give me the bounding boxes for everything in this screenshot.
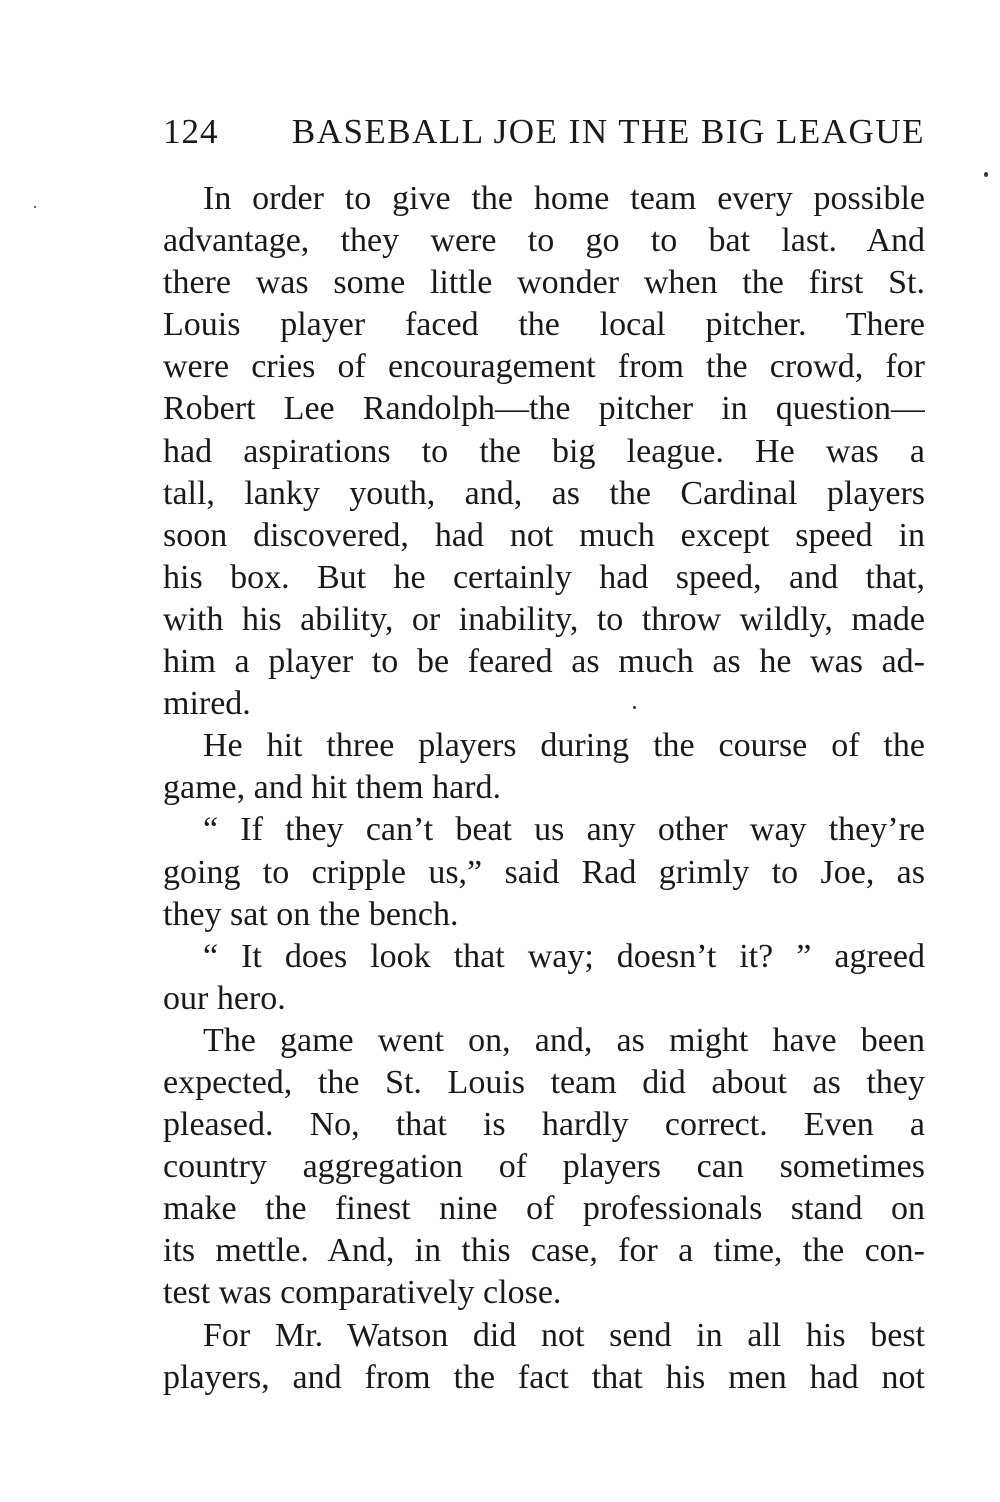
text-line: they sat on the bench. — [163, 895, 459, 933]
text-line: The game went on, and, as might have been — [203, 1021, 925, 1059]
text-line: there was some little wonder when the first St. — [163, 264, 925, 302]
text-line: country aggregation of players can sometimes — [163, 1148, 925, 1186]
text-line: had aspirations to the big league. He was a — [163, 432, 925, 470]
print-speck — [633, 706, 636, 709]
text-line: soon discovered, had not much except speed in — [163, 516, 925, 554]
text-line: advantage, they were to go to bat last. And — [163, 222, 925, 260]
text-line: Robert Lee Randolph—the pitcher in question— — [163, 390, 925, 428]
page-number: 124 — [163, 112, 219, 151]
body-text — [163, 178, 925, 1399]
running-head — [163, 112, 925, 156]
text-line: going to cripple us,” said Rad grimly to Joe, as — [163, 853, 925, 891]
text-line: with his ability, or inability, to throw wildly, made — [163, 600, 925, 638]
text-line: Louis player faced the local pitcher. There — [163, 306, 925, 344]
text-line: pleased. No, that is hardly correct. Even a — [163, 1106, 925, 1144]
text-line: In order to give the home team every possible — [203, 180, 925, 217]
text-line: “ If they can’t beat us any other way they’re — [203, 811, 925, 849]
text-line: him a player to be feared as much as he was ad- — [163, 643, 925, 681]
text-line: make the finest nine of professionals stand on — [163, 1190, 925, 1228]
text-line: its mettle. And, in this case, for a time, the con- — [163, 1232, 925, 1270]
text-line: For Mr. Watson did not send in all his best — [203, 1316, 925, 1354]
text-line: “ It does look that way; doesn’t it? ” agreed — [203, 937, 925, 975]
text-line: test was comparatively close. — [163, 1274, 562, 1312]
text-line: He hit three players during the course of the — [203, 727, 925, 765]
print-speck — [984, 172, 988, 177]
text-line: were cries of encouragement from the crowd, for — [163, 348, 925, 386]
text-line: players, and from the fact that his men had not — [163, 1358, 925, 1396]
text-line: his box. But he certainly had speed, and that, — [163, 558, 925, 596]
text-line: our hero. — [163, 979, 286, 1017]
text-line: tall, lanky youth, and, as the Cardinal players — [163, 474, 925, 512]
text-line: game, and hit them hard. — [163, 769, 502, 807]
print-speck — [34, 206, 36, 208]
book-title: BASEBALL JOE IN THE BIG LEAGUE — [291, 112, 925, 151]
text-line: expected, the St. Louis team did about as they — [163, 1063, 925, 1101]
text-line: mired. — [163, 685, 251, 723]
